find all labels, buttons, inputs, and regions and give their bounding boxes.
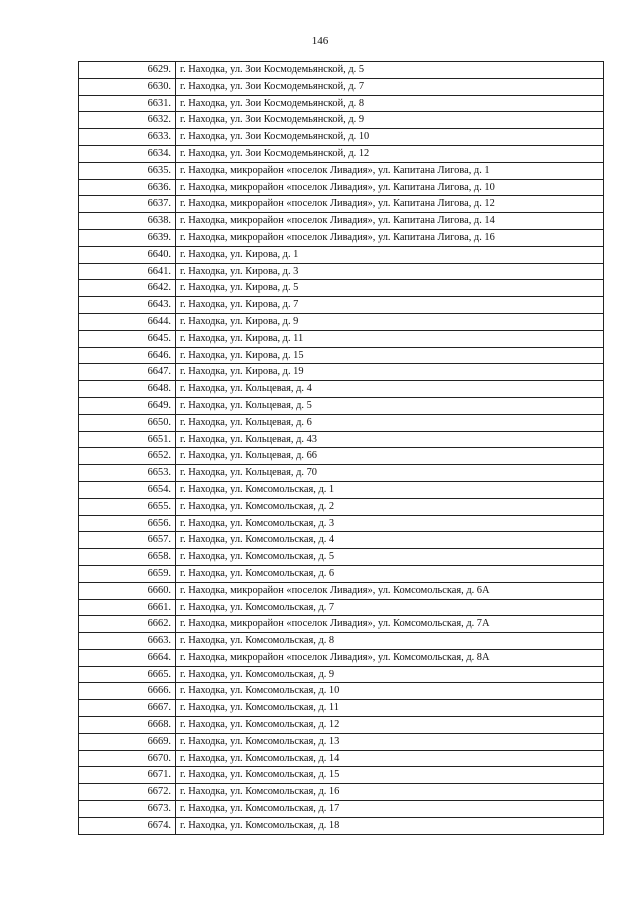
row-number: 6629. [79, 62, 176, 79]
row-number: 6668. [79, 717, 176, 734]
table-body [79, 62, 604, 835]
table-row [79, 649, 604, 666]
table-row [79, 62, 604, 79]
table-row [79, 565, 604, 582]
table-row [79, 666, 604, 683]
table-row [79, 397, 604, 414]
table-row [79, 784, 604, 801]
row-number: 6655. [79, 498, 176, 515]
row-number: 6644. [79, 313, 176, 330]
row-address: г. Находка, ул. Зои Космодемьянской, д. 9 [176, 112, 604, 129]
row-number: 6664. [79, 649, 176, 666]
row-number: 6660. [79, 582, 176, 599]
table-row [79, 616, 604, 633]
table-row [79, 246, 604, 263]
row-number: 6674. [79, 817, 176, 834]
row-number: 6673. [79, 801, 176, 818]
table-row [79, 112, 604, 129]
table-row [79, 582, 604, 599]
row-address: г. Находка, ул. Комсомольская, д. 4 [176, 532, 604, 549]
row-address: г. Находка, микрорайон «поселок Ливадия», ул. Капитана Лигова, д. 16 [176, 229, 604, 246]
row-address: г. Находка, ул. Кирова, д. 9 [176, 313, 604, 330]
row-address: г. Находка, ул. Зои Космодемьянской, д. 10 [176, 129, 604, 146]
row-number: 6667. [79, 700, 176, 717]
row-number: 6632. [79, 112, 176, 129]
row-address: г. Находка, ул. Кольцевая, д. 66 [176, 448, 604, 465]
table-row [79, 717, 604, 734]
row-address: г. Находка, ул. Кольцевая, д. 4 [176, 381, 604, 398]
row-address: г. Находка, ул. Комсомольская, д. 5 [176, 549, 604, 566]
row-address: г. Находка, ул. Комсомольская, д. 3 [176, 515, 604, 532]
table-row [79, 330, 604, 347]
row-number: 6651. [79, 431, 176, 448]
row-number: 6671. [79, 767, 176, 784]
table-row [79, 263, 604, 280]
row-address: г. Находка, ул. Комсомольская, д. 15 [176, 767, 604, 784]
table-row [79, 750, 604, 767]
table-row [79, 381, 604, 398]
row-number: 6648. [79, 381, 176, 398]
row-number: 6642. [79, 280, 176, 297]
table-row [79, 280, 604, 297]
row-number: 6639. [79, 229, 176, 246]
row-number: 6658. [79, 549, 176, 566]
row-number: 6650. [79, 414, 176, 431]
table-row [79, 532, 604, 549]
row-number: 6643. [79, 297, 176, 314]
row-number: 6637. [79, 196, 176, 213]
row-address: г. Находка, ул. Кольцевая, д. 70 [176, 465, 604, 482]
table-row [79, 465, 604, 482]
row-address: г. Находка, ул. Зои Космодемьянской, д. 8 [176, 95, 604, 112]
table-row [79, 515, 604, 532]
row-number: 6631. [79, 95, 176, 112]
table-row [79, 78, 604, 95]
table-row [79, 549, 604, 566]
row-address: г. Находка, ул. Комсомольская, д. 6 [176, 565, 604, 582]
row-number: 6646. [79, 347, 176, 364]
row-address: г. Находка, ул. Кирова, д. 1 [176, 246, 604, 263]
table-row [79, 129, 604, 146]
row-address: г. Находка, ул. Кольцевая, д. 6 [176, 414, 604, 431]
row-address: г. Находка, ул. Кольцевая, д. 43 [176, 431, 604, 448]
row-address: г. Находка, ул. Комсомольская, д. 2 [176, 498, 604, 515]
row-number: 6636. [79, 179, 176, 196]
row-number: 6657. [79, 532, 176, 549]
table-row [79, 196, 604, 213]
row-number: 6635. [79, 162, 176, 179]
row-number: 6647. [79, 364, 176, 381]
row-address: г. Находка, микрорайон «поселок Ливадия», ул. Капитана Лигова, д. 12 [176, 196, 604, 213]
row-number: 6649. [79, 397, 176, 414]
row-address: г. Находка, ул. Комсомольская, д. 16 [176, 784, 604, 801]
row-number: 6666. [79, 683, 176, 700]
row-address: г. Находка, ул. Комсомольская, д. 18 [176, 817, 604, 834]
row-number: 6656. [79, 515, 176, 532]
row-number: 6634. [79, 145, 176, 162]
row-number: 6652. [79, 448, 176, 465]
table-row [79, 481, 604, 498]
row-address: г. Находка, ул. Комсомольская, д. 7 [176, 599, 604, 616]
row-address: г. Находка, микрорайон «поселок Ливадия», ул. Капитана Лигова, д. 1 [176, 162, 604, 179]
table-row [79, 414, 604, 431]
row-address: г. Находка, ул. Кирова, д. 15 [176, 347, 604, 364]
row-address: г. Находка, ул. Комсомольская, д. 10 [176, 683, 604, 700]
row-address: г. Находка, ул. Комсомольская, д. 11 [176, 700, 604, 717]
table-row [79, 767, 604, 784]
table-row [79, 297, 604, 314]
row-number: 6661. [79, 599, 176, 616]
table-row [79, 431, 604, 448]
row-address: г. Находка, микрорайон «поселок Ливадия», ул. Капитана Лигова, д. 10 [176, 179, 604, 196]
row-address: г. Находка, ул. Комсомольская, д. 14 [176, 750, 604, 767]
row-number: 6669. [79, 733, 176, 750]
table-row [79, 229, 604, 246]
table-row [79, 364, 604, 381]
table-row [79, 313, 604, 330]
row-number: 6654. [79, 481, 176, 498]
row-number: 6672. [79, 784, 176, 801]
row-address: г. Находка, ул. Комсомольская, д. 12 [176, 717, 604, 734]
table-row [79, 633, 604, 650]
row-address: г. Находка, ул. Кирова, д. 19 [176, 364, 604, 381]
address-table [78, 61, 604, 835]
table-row [79, 213, 604, 230]
row-number: 6633. [79, 129, 176, 146]
table-row [79, 179, 604, 196]
row-number: 6645. [79, 330, 176, 347]
row-number: 6670. [79, 750, 176, 767]
row-address: г. Находка, ул. Кирова, д. 7 [176, 297, 604, 314]
row-address: г. Находка, ул. Зои Космодемьянской, д. 12 [176, 145, 604, 162]
table-row [79, 498, 604, 515]
row-address: г. Находка, ул. Кирова, д. 11 [176, 330, 604, 347]
row-address: г. Находка, ул. Зои Космодемьянской, д. 5 [176, 62, 604, 79]
row-address: г. Находка, ул. Комсомольская, д. 17 [176, 801, 604, 818]
table-row [79, 733, 604, 750]
table-row [79, 683, 604, 700]
row-address: г. Находка, микрорайон «поселок Ливадия», ул. Комсомольская, д. 7А [176, 616, 604, 633]
row-address: г. Находка, ул. Кирова, д. 5 [176, 280, 604, 297]
row-number: 6630. [79, 78, 176, 95]
row-number: 6653. [79, 465, 176, 482]
page-number: 146 [311, 35, 329, 47]
table-row [79, 599, 604, 616]
row-address: г. Находка, ул. Комсомольская, д. 1 [176, 481, 604, 498]
table-row [79, 801, 604, 818]
row-address: г. Находка, ул. Кирова, д. 3 [176, 263, 604, 280]
row-address: г. Находка, ул. Кольцевая, д. 5 [176, 397, 604, 414]
table-row [79, 145, 604, 162]
table-row [79, 817, 604, 834]
row-address: г. Находка, микрорайон «поселок Ливадия», ул. Капитана Лигова, д. 14 [176, 213, 604, 230]
row-address: г. Находка, ул. Зои Космодемьянской, д. 7 [176, 78, 604, 95]
row-number: 6640. [79, 246, 176, 263]
row-number: 6641. [79, 263, 176, 280]
table-row [79, 448, 604, 465]
row-address: г. Находка, микрорайон «поселок Ливадия», ул. Комсомольская, д. 6А [176, 582, 604, 599]
row-number: 6665. [79, 666, 176, 683]
table-row [79, 95, 604, 112]
row-number: 6638. [79, 213, 176, 230]
row-address: г. Находка, ул. Комсомольская, д. 8 [176, 633, 604, 650]
table-row [79, 347, 604, 364]
row-number: 6663. [79, 633, 176, 650]
row-address: г. Находка, микрорайон «поселок Ливадия», ул. Комсомольская, д. 8А [176, 649, 604, 666]
row-address: г. Находка, ул. Комсомольская, д. 9 [176, 666, 604, 683]
row-address: г. Находка, ул. Комсомольская, д. 13 [176, 733, 604, 750]
table-row [79, 162, 604, 179]
row-number: 6662. [79, 616, 176, 633]
table-row [79, 700, 604, 717]
row-number: 6659. [79, 565, 176, 582]
